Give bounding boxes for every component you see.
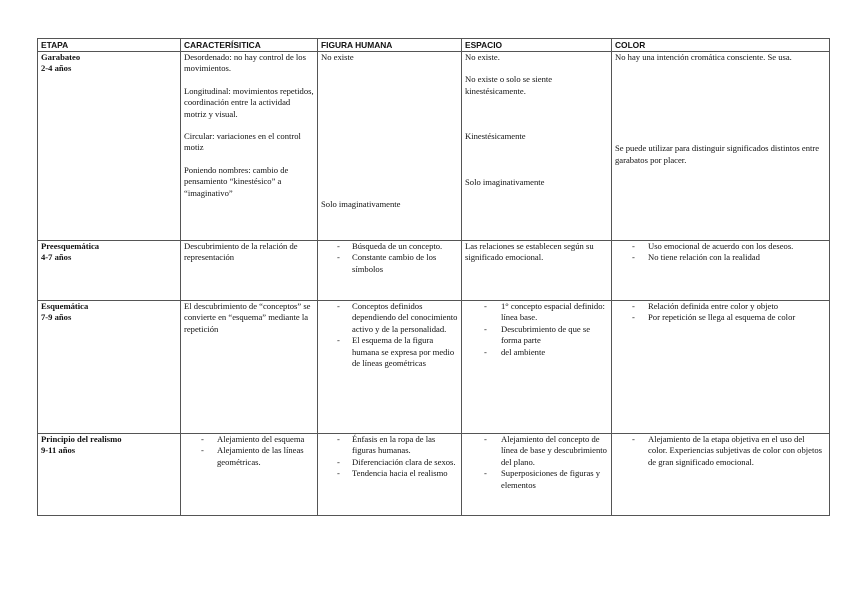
list-item: - Énfasis en la ropa de las figuras humanas. (321, 434, 458, 457)
list-item: - El esquema de la figura humana se expresa por medio de líneas geométricas (321, 335, 458, 369)
bullet-list (465, 301, 608, 358)
header-caracteristica: CARACTERÍSITICA (181, 39, 318, 52)
bullet-list (615, 241, 826, 264)
list-item: - Tendencia hacia el realismo (321, 468, 458, 479)
espacio-cell (462, 52, 612, 241)
cell-text: Poniendo nombres: cambio de pensamiento “kinestésico” a “imaginativo” (184, 164, 289, 198)
stage-name: Preesquemática (41, 241, 100, 251)
figura-humana-cell (318, 241, 462, 301)
stage-age: 7-9 años (41, 312, 72, 323)
header-etapa: ETAPA (38, 39, 181, 52)
bullet-list (321, 301, 458, 369)
header-color: COLOR (612, 39, 830, 52)
list-item: - Alejamiento de la etapa objetiva en el uso del color. Experiencias subjetivas de color con objetos de gran significado emocional. (615, 434, 826, 468)
list-item: - Uso emocional de acuerdo con los deseos. (615, 241, 826, 252)
cell-text: Solo imaginativamente (321, 199, 401, 210)
bullet-list (615, 434, 826, 468)
caracteristica-cell (181, 241, 318, 301)
figura-humana-cell (318, 52, 462, 241)
bullet-list (465, 434, 608, 491)
bullet-list (321, 434, 458, 480)
list-item: - Búsqueda de un concepto. (321, 241, 458, 252)
list-item: - Alejamiento de las líneas geométricas. (184, 445, 314, 468)
cell-text: Desordenado: no hay control de los movimientos. (184, 52, 306, 74)
table-row (38, 241, 830, 301)
list-item: - Diferenciación clara de sexos. (321, 457, 458, 468)
caracteristica-cell (181, 301, 318, 434)
stages-table (37, 38, 830, 516)
cell-text: No hay una intención cromática consciente. Se usa. (615, 52, 792, 62)
cell-text: No existe (321, 52, 354, 62)
cell-text: Las relaciones se establecen según su significado emocional. (465, 241, 594, 263)
cell-text: Kinestésicamente (465, 131, 526, 142)
stage-age: 9-11 años (41, 445, 76, 456)
stage-name: Esquemática (41, 301, 89, 311)
list-item: - Alejamiento del esquema (184, 434, 314, 445)
caracteristica-cell (181, 52, 318, 241)
cell-text: No existe o solo se siente kinestésicamente. (465, 74, 553, 96)
header-figura-humana: FIGURA HUMANA (318, 39, 462, 52)
table-row (38, 434, 830, 516)
list-item: - No tiene relación con la realidad (615, 252, 826, 263)
stage-cell (38, 241, 181, 301)
document-page (37, 38, 829, 516)
bullet-list (184, 434, 314, 468)
figura-humana-cell (318, 301, 462, 434)
bullet-list (321, 241, 458, 275)
stage-cell (38, 52, 181, 241)
cell-text: No existe. (465, 52, 500, 62)
stage-cell (38, 434, 181, 516)
header-row (38, 39, 830, 52)
cell-text: Longitudinal: movimientos repetidos, coordinación entre la actividad motriz y visual. (184, 85, 314, 119)
espacio-cell (462, 301, 612, 434)
list-item: - del ambiente (465, 347, 608, 358)
bullet-list (615, 301, 826, 324)
stage-name: Principio del realismo (41, 434, 122, 444)
color-cell (612, 241, 830, 301)
list-item: - Conceptos definidos dependiendo del conocimiento activo y de la personalidad. (321, 301, 458, 335)
table-row (38, 52, 830, 241)
list-item: - Constante cambio de los símbolos (321, 252, 458, 275)
color-cell (612, 52, 830, 241)
stage-name: Garabateo (41, 52, 81, 62)
stage-cell (38, 301, 181, 434)
list-item: - Superposiciones de figuras y elementos (465, 468, 608, 491)
figura-humana-cell (318, 434, 462, 516)
list-item: - Relación definida entre color y objeto (615, 301, 826, 312)
table-row (38, 301, 830, 434)
list-item: - 1° concepto espacial definido: línea base. (465, 301, 608, 324)
color-cell (612, 301, 830, 434)
cell-text: Descubrimiento de la relación de representación (184, 241, 298, 263)
list-item: - Por repetición se llega al esquema de color (615, 312, 826, 323)
list-item: - Alejamiento del concepto de línea de base y descubrimiento del plano. (465, 434, 608, 468)
list-item: - Descubrimiento de que se forma parte (465, 324, 608, 347)
stage-age: 4-7 años (41, 252, 72, 263)
cell-text: Se puede utilizar para distinguir significados distintos entre garabatos por placer. (615, 143, 820, 165)
espacio-cell (462, 434, 612, 516)
cell-text: Circular: variaciones en el control motiz (184, 131, 301, 153)
caracteristica-cell (181, 434, 318, 516)
header-espacio: ESPACIO (462, 39, 612, 52)
stage-age: 2-4 años (41, 63, 72, 74)
cell-text: Solo imaginativamente (465, 176, 545, 187)
cell-text: El descubrimiento de “conceptos” se convierte en “esquema” mediante la repetición (184, 301, 311, 334)
espacio-cell (462, 241, 612, 301)
color-cell (612, 434, 830, 516)
